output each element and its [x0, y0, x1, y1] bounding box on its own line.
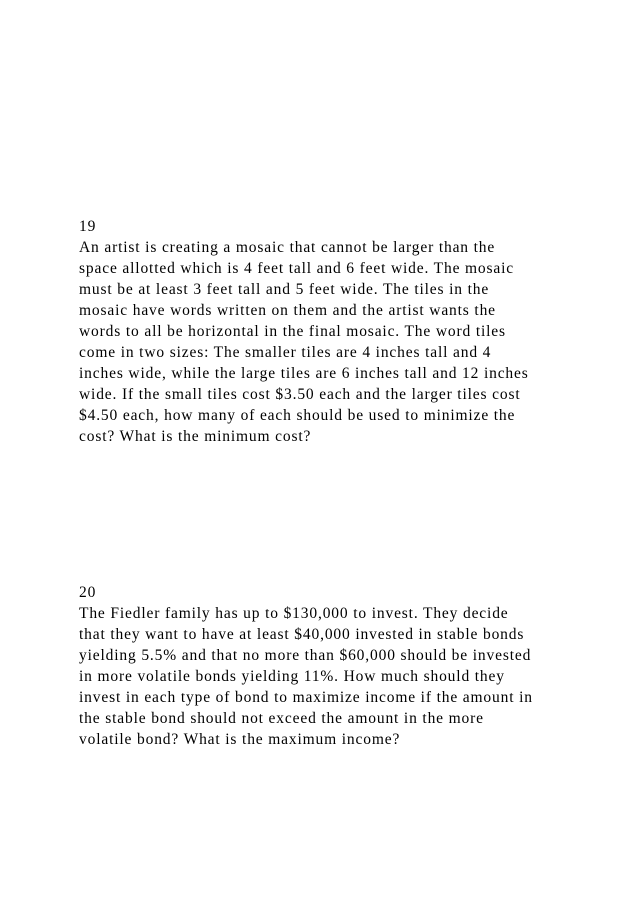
problem-20-line-4: in more volatile bonds yielding 11%. How much should they: [79, 668, 505, 685]
problem-19-line-2: space allotted which is 4 feet tall and 6 feet wide. The mosaic: [79, 260, 515, 277]
problem-20-number: 20: [79, 584, 97, 601]
problem-19-line-5: words to all be horizontal in the final mosaic. The word tiles: [79, 323, 506, 340]
problem-19-line-9: $4.50 each, how many of each should be used to minimize the: [79, 407, 516, 424]
problem-19-number: 19: [79, 218, 97, 235]
problem-20-line-6: the stable bond should not exceed the amount in the more: [79, 710, 484, 727]
problem-19-line-6: come in two sizes: The smaller tiles are 4 inches tall and 4: [79, 344, 492, 361]
problem-19-line-8: wide. If the small tiles cost $3.50 each and the larger tiles cost: [79, 386, 521, 403]
problem-20-line-5: invest in each type of bond to maximize income if the amount in: [79, 689, 533, 706]
problem-20-line-2: that they want to have at least $40,000 invested in stable bonds: [79, 626, 525, 643]
problem-20-line-7: volatile bond? What is the maximum income?: [79, 731, 401, 748]
problem-20-line-1: The Fiedler family has up to $130,000 to invest. They decide: [79, 605, 509, 622]
problem-19-line-4: mosaic have words written on them and the artist wants the: [79, 302, 496, 319]
problem-19-line-3: must be at least 3 feet tall and 5 feet wide. The tiles in the: [79, 281, 490, 298]
problem-19-line-7: inches wide, while the large tiles are 6 inches tall and 12 inches: [79, 365, 529, 382]
problem-19-line-1: An artist is creating a mosaic that cannot be larger than the: [79, 239, 496, 256]
problem-19-line-10: cost? What is the minimum cost?: [79, 428, 312, 445]
problem-20-line-3: yielding 5.5% and that no more than $60,000 should be invested: [79, 647, 532, 664]
